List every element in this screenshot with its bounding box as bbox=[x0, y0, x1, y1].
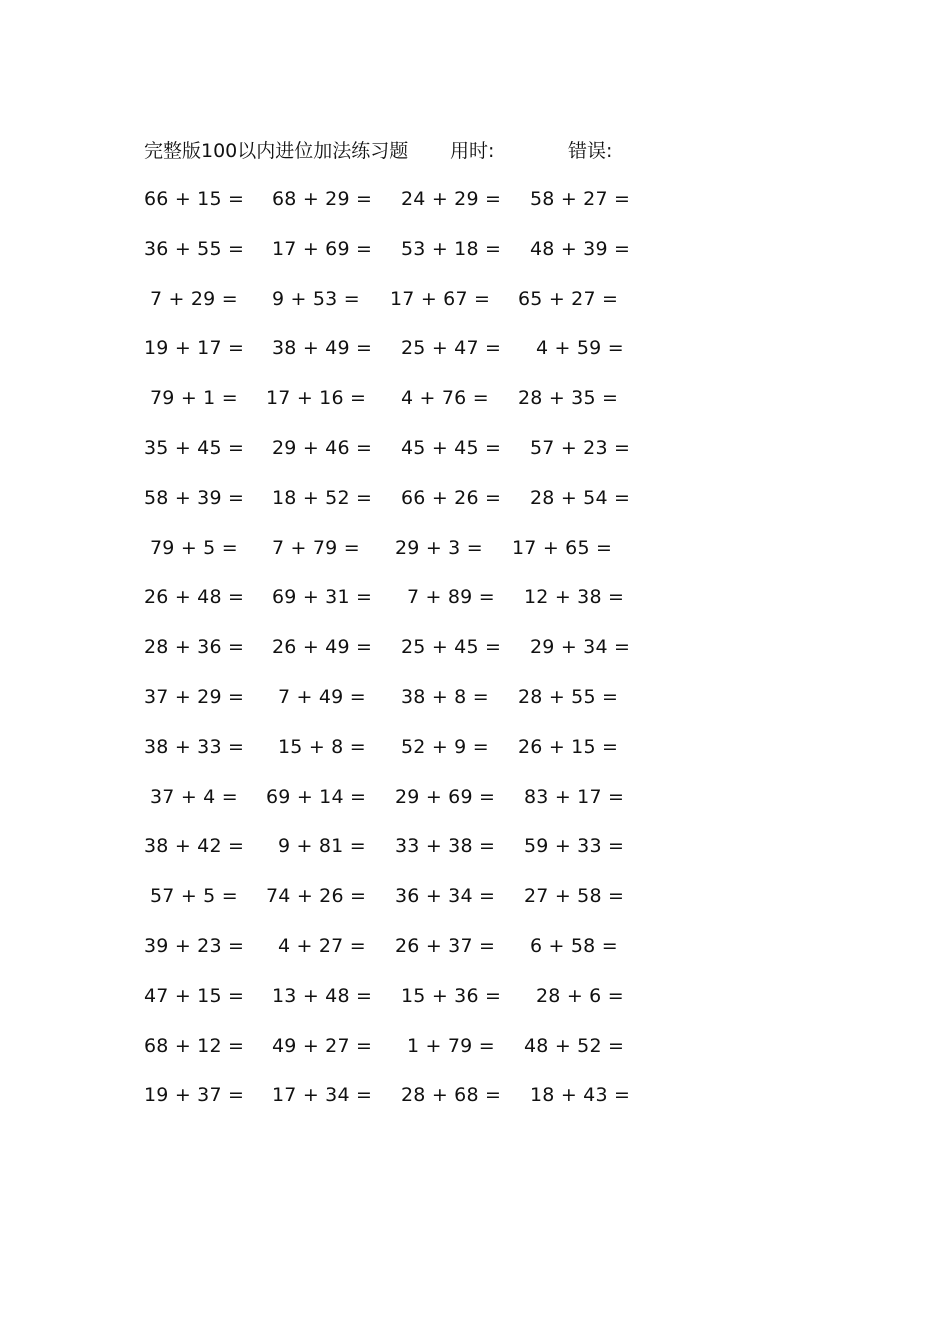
problem-cell: 19 + 17 = bbox=[144, 337, 245, 360]
problem-cell: 68 + 29 = bbox=[272, 188, 373, 210]
problem-cell: 69 + 31 = bbox=[272, 586, 373, 609]
problem-cell: 7 + 49 = bbox=[278, 685, 366, 708]
problem-cell: 4 + 27 = bbox=[278, 934, 366, 957]
problem-cell: 18 + 52 = bbox=[272, 486, 373, 509]
problem-cell: 83 + 17 = bbox=[524, 785, 625, 808]
problem-cell: 26 + 48 = bbox=[144, 586, 245, 609]
problem-cell: 29 + 3 = bbox=[395, 536, 483, 559]
problem-cell: 28 + 36 = bbox=[144, 636, 245, 659]
problem-cell: 26 + 37 = bbox=[395, 934, 496, 957]
problem-cell: 1 + 79 = bbox=[407, 1034, 495, 1057]
problem-cell: 28 + 35 = bbox=[518, 387, 619, 410]
problem-cell: 26 + 15 = bbox=[518, 735, 619, 758]
problem-cell: 24 + 29 = bbox=[401, 188, 502, 210]
problem-cell: 48 + 52 = bbox=[524, 1034, 625, 1057]
problem-cell: 58 + 39 = bbox=[144, 486, 245, 509]
problem-cell: 65 + 27 = bbox=[518, 287, 619, 310]
problem-cell: 26 + 49 = bbox=[272, 636, 373, 659]
problem-cell: 57 + 23 = bbox=[530, 436, 631, 459]
problem-cell: 4 + 76 = bbox=[401, 387, 489, 410]
problem-cell: 15 + 36 = bbox=[401, 984, 502, 1007]
problem-cell: 38 + 49 = bbox=[272, 337, 373, 360]
problem-cell: 7 + 89 = bbox=[407, 586, 495, 609]
problem-cell: 37 + 4 = bbox=[150, 785, 238, 808]
problem-cell: 18 + 43 = bbox=[530, 1084, 631, 1107]
problem-cell: 27 + 58 = bbox=[524, 885, 625, 908]
problem-cell: 29 + 34 = bbox=[530, 636, 631, 659]
problem-cell: 25 + 45 = bbox=[401, 636, 502, 659]
problem-cell: 7 + 29 = bbox=[150, 287, 238, 310]
problem-cell: 17 + 65 = bbox=[512, 536, 613, 559]
problem-cell: 79 + 5 = bbox=[150, 536, 238, 559]
problem-cell: 39 + 23 = bbox=[144, 934, 245, 957]
problem-cell: 38 + 33 = bbox=[144, 735, 245, 758]
problem-cell: 28 + 55 = bbox=[518, 685, 619, 708]
problem-cell: 38 + 42 = bbox=[144, 835, 245, 858]
problem-cell: 19 + 37 = bbox=[144, 1084, 245, 1107]
problem-cell: 37 + 29 = bbox=[144, 685, 245, 708]
problem-cell: 33 + 38 = bbox=[395, 835, 496, 858]
problem-cell: 12 + 38 = bbox=[524, 586, 625, 609]
problem-cell: 47 + 15 = bbox=[144, 984, 245, 1007]
worksheet-title: 完整版100以内进位加法练习题 bbox=[144, 140, 409, 162]
problem-cell: 7 + 79 = bbox=[272, 536, 360, 559]
problem-cell: 36 + 34 = bbox=[395, 885, 496, 908]
problem-cell: 79 + 1 = bbox=[150, 387, 238, 410]
problem-cell: 17 + 69 = bbox=[272, 237, 373, 260]
problem-cell: 17 + 16 = bbox=[266, 387, 367, 410]
problem-cell: 59 + 33 = bbox=[524, 835, 625, 858]
problem-cell: 25 + 47 = bbox=[401, 337, 502, 360]
problem-cell: 13 + 48 = bbox=[272, 984, 373, 1007]
problem-cell: 53 + 18 = bbox=[401, 237, 502, 260]
problem-cell: 52 + 9 = bbox=[401, 735, 489, 758]
problem-cell: 17 + 67 = bbox=[390, 287, 491, 310]
problem-cell: 38 + 8 = bbox=[401, 685, 489, 708]
problem-cell: 29 + 69 = bbox=[395, 785, 496, 808]
problem-cell: 58 + 27 = bbox=[530, 188, 631, 210]
problem-cell: 9 + 81 = bbox=[278, 835, 366, 858]
problem-cell: 57 + 5 = bbox=[150, 885, 238, 908]
problem-cell: 28 + 68 = bbox=[401, 1084, 502, 1107]
problem-cell: 69 + 14 = bbox=[266, 785, 367, 808]
problem-cell: 28 + 54 = bbox=[530, 486, 631, 509]
problem-cell: 17 + 34 = bbox=[272, 1084, 373, 1107]
problem-cell: 66 + 26 = bbox=[401, 486, 502, 509]
problem-cell: 15 + 8 = bbox=[278, 735, 366, 758]
errors-label: 错误: bbox=[568, 140, 613, 162]
problem-cell: 6 + 58 = bbox=[530, 934, 618, 957]
problem-cell: 45 + 45 = bbox=[401, 436, 502, 459]
problem-cell: 48 + 39 = bbox=[530, 237, 631, 260]
problem-cell: 35 + 45 = bbox=[144, 436, 245, 459]
problem-cell: 36 + 55 = bbox=[144, 237, 245, 260]
problem-cell: 9 + 53 = bbox=[272, 287, 360, 310]
time-label: 用时: bbox=[450, 140, 495, 162]
problem-cell: 66 + 15 = bbox=[144, 188, 245, 210]
problem-cell: 74 + 26 = bbox=[266, 885, 367, 908]
problem-cell: 29 + 46 = bbox=[272, 436, 373, 459]
problem-cell: 49 + 27 = bbox=[272, 1034, 373, 1057]
problem-cell: 28 + 6 = bbox=[536, 984, 624, 1007]
problem-cell: 68 + 12 = bbox=[144, 1034, 245, 1057]
problem-cell: 4 + 59 = bbox=[536, 337, 624, 360]
